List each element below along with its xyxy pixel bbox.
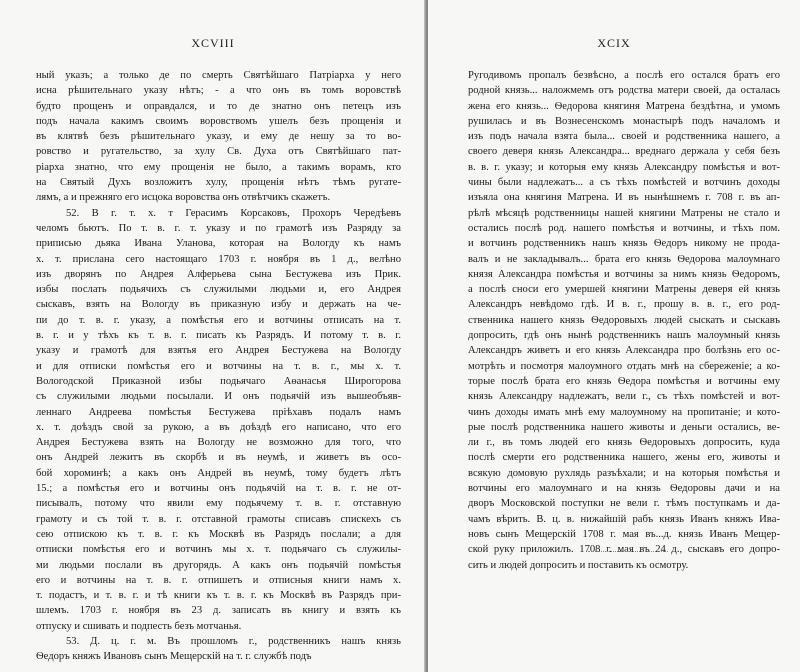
text-line: бой хороминѣ; а какъ онъ Андрей въ неумѣ, тому будетъ лѣтъ (36, 467, 401, 479)
text-line: Ругодивомъ пропалъ безвѣсно, а послѣ его остался братъ его (468, 70, 780, 81)
text-line: грамоту и съ той т. в. г. отставной грамоты списавъ спискехъ съ (36, 513, 401, 525)
text-line: чинъ доходы имать мнѣ ему малоумному на пропитаніе; и кото- (468, 406, 780, 418)
text-line: ственника нашего князь Ѳедоровыхъ людей сыскать и сыскавъ (468, 314, 780, 326)
text-line: лямъ, а и прежняго его исцока воровства онъ отвѣтчикъ скажетъ. (36, 192, 331, 204)
text-line: своего деверя князь Александра... вреднаго держала у себя безъ (468, 146, 780, 158)
text-line: и для отписки помѣстья его и вотчины на т. в. г., мы х. т. (36, 360, 401, 372)
text-line: т. подастъ, и т. в. г. и тѣ книги къ т. в. г. къ Москвѣ въ Разрядъ при- (36, 590, 401, 602)
text-line: рѣлѣ мѣсяцѣ родственницы нашей княгини Матрены не стало и (468, 207, 780, 219)
text-line: князя Александра помѣстья и вотчины за нимъ князь Ѳедоромъ, (468, 268, 780, 280)
text-line: изъ дворянъ по Андрея Алферьева сына Бестужева изъ Прик. (36, 268, 401, 280)
text-line: вотчины его малоумнаго и на князь Ѳедоровы дачи и на (468, 483, 780, 495)
text-line: ли г., въ томъ людей его князь Ѳедоровыхъ допросить, куда (468, 437, 780, 449)
text-line: отписки помѣстья его и вотчинъ мы х. т. подьячаго съ служилы- (36, 544, 401, 556)
text-line: рушилась и въ Вознесенскомъ монастырѣ подъ началомъ и (468, 115, 780, 127)
text-line: будто прощенъ и оправдался, и то де знатно онъ петецъ изъ (36, 100, 401, 112)
text-line: его и вотчины на т. в. г. отпишетъ и отписныя книги намъ х. (36, 574, 401, 586)
text-line: ми людьми послали въ другорядь. А какъ онъ подьячій помѣстья (36, 559, 401, 571)
text-line: и вотчинъ родственникъ нашъ князь Ѳедоръ никому не прода- (468, 238, 780, 250)
text-line: остались послѣ род. нашего помѣстья и вотчины, и тѣхъ пом. (468, 222, 780, 234)
text-line: сить и людей допросить и поставить къ осмотру. (468, 559, 689, 571)
text-line: мотрѣть и посмотря малоумного отдать мнѣ на сбереженіе; а ко- (468, 360, 780, 372)
text-line: х. т. доѣздъ свой за рукою, а въ доѣздѣ его написано, что его (36, 421, 401, 433)
text-line: ный указъ; а только де по смерть Святѣйшаго Патріарха у него (36, 70, 401, 81)
text-line: онъ Андрей лежитъ въ скорбѣ и въ неумѣ, и живетъ въ осо- (36, 452, 401, 464)
right-page-text (468, 68, 780, 573)
text-line: на Святый Духъ возложитъ хулу, прощенія нѣтъ тѣмъ ругате- (36, 177, 401, 189)
text-line: 15.; а помѣстья его и вотчины онъ подьячій на т. в. г. не от- (36, 483, 401, 495)
text-line: съ служилыми людьми посылали. И онъ подьячій изъ вышеобъяв- (36, 391, 401, 403)
text-line: изъ подъ начала взята была... своей и родственника нашего, а (468, 131, 780, 143)
text-line: торые послѣ брата его князь Ѳедора помѣстья и вотчины ему (468, 375, 780, 387)
text-line: а послѣ сноси его умершей княгини Матрены деверя ей князь (468, 284, 780, 296)
text-line: в. г. и у тѣхъ къ т. в. г. писать къ Разрядъ. И потому т. в. г. (36, 330, 401, 342)
text-line: Ѳедоръ княжъ Ивановъ сынъ Мещерскій на т. г. службѣ подъ (36, 651, 312, 663)
text-line: сыскавъ, взять на Вологду въ приказную избу и держать на че- (36, 299, 401, 311)
text-line: валъ и не закладывалъ... брата его князь Ѳедорова малоумнаго (468, 253, 780, 265)
section-end-mark (588, 551, 668, 554)
text-line: леннаго Андреева помѣстья Бестужева пріѣхавъ подалъ намъ (36, 406, 401, 418)
text-line: въ клятвѣ безъ рѣшительнаго указу, и ему де нешу за то во- (36, 131, 401, 143)
text-line: Александръ невѣдомо гдѣ. И в. г., прошу в. в. г., его род- (468, 299, 780, 311)
text-line: челомъ бьютъ. По т. в. г. т. указу и по грамотѣ изъ Разряду за (36, 222, 401, 234)
text-line: рые послѣ родственника нашего животы и деньги остались, ве- (468, 421, 780, 433)
text-line: князь Александру надлежатъ, вели г., съ тѣхъ помѣстей и вот- (468, 391, 780, 403)
text-line: Вологодской Приказной избы подьячаго Аѳанасья Широгорова (36, 375, 401, 387)
text-line: чины были надлежатъ... а съ тѣхъ помѣстей и вотчинъ доходы (468, 177, 780, 189)
text-line: сею отпискою къ т. в. г. къ Москвѣ въ Разрядъ послали; а для (36, 528, 401, 540)
text-line: исна рѣшительнаго указу нѣтъ; - а что онъ въ томъ воровствѣ (36, 85, 401, 97)
text-line: чамъ вѣрить. В. ц. в. нижайшій рабъ князь Иванъ княжъ Ивa- (468, 513, 780, 525)
text-line: в. в. г. указу; и которыя ему князь Александру помѣстья и вот- (468, 161, 780, 173)
text-line: послѣ смерти его родственника нашего, жены его, животы и (468, 452, 780, 464)
text-line: отпуску и сшивать и подпесть безъ мотчанья. (36, 620, 242, 632)
left-page-text (36, 68, 401, 665)
text-line: родной князь... наложмемъ отъ родства матери своей, да осталась (468, 85, 780, 97)
text-line: Александръ живетъ и его князь Александра про болѣзнь его ос- (468, 345, 780, 357)
text-line: ріарха знатно, что ему прощенія не было, а такимъ ворамъ, кто (36, 161, 401, 173)
left-page-number: XCVIII (191, 36, 235, 50)
text-line: шлемъ. 1703 г. ноября въ 23 д. записать въ книгу и взять къ (36, 605, 401, 617)
text-line: приписью дьяка Ивана Уланова, которая на Вологду къ намъ (36, 238, 401, 250)
text-line: ровство и ругательство, за хулу Св. Духа отъ Святѣйшаго пат- (36, 146, 401, 158)
text-line: ской руку приложилъ. 1708 г. мая въ 24 д., сыскавъ его допро- (468, 544, 780, 556)
text-line: изъяла она княгиня Матрена. И въ нынѣшнемъ г. 708 г. въ ап- (468, 192, 780, 204)
text-line: 53. Д. ц. г. м. Въ прошломъ г., родственникъ нашъ князь (66, 635, 401, 647)
text-line: новъ сынъ Мещерскій 1708 г. мая въ...д. князь Иванъ Мещер- (468, 528, 780, 540)
text-line: 52. В г. т. х. т Герасимъ Корсаковъ, Прохоръ Чередѣевъ (66, 207, 401, 219)
text-line: всякую домовую рухлядь разъѣхали; и на которыя помѣстья и (468, 467, 780, 479)
text-line: допросить, гдѣ онъ нынѣ родственникъ нашъ малоумный князь (468, 330, 780, 342)
text-line: подъ начала какимъ своимъ воровствомъ ушелъ безъ прощенія и (36, 115, 401, 127)
text-line: указу и грамотѣ для взятья его Андрея Бестужева на Вологду (36, 345, 401, 357)
text-line: пи до т. в. г. указу, а помѣстья его и вотчины отписать на т. (36, 314, 401, 326)
right-page-number: XCIX (597, 36, 631, 50)
text-line: Андрея Бестужева взять на Вологду не возможно для того, что (36, 437, 401, 449)
right-page (428, 0, 800, 672)
text-line: жена его князь... Ѳедорова княгиня Матрена бездѣтна, и умомъ (468, 100, 780, 112)
text-line: писывалъ, потому что явили ему подьячему т. в. г. отставную (36, 498, 401, 510)
text-line: избы послать подьячихъ съ служилыми людьми и, его Андрея (36, 284, 401, 296)
text-line: х. т. прислана сего настоящаго 1703 г. ноября въ 1 д., велѣно (36, 253, 401, 265)
text-line: дворъ Московской поступки не вели г. тѣмъ поступкамъ и да- (468, 498, 780, 510)
